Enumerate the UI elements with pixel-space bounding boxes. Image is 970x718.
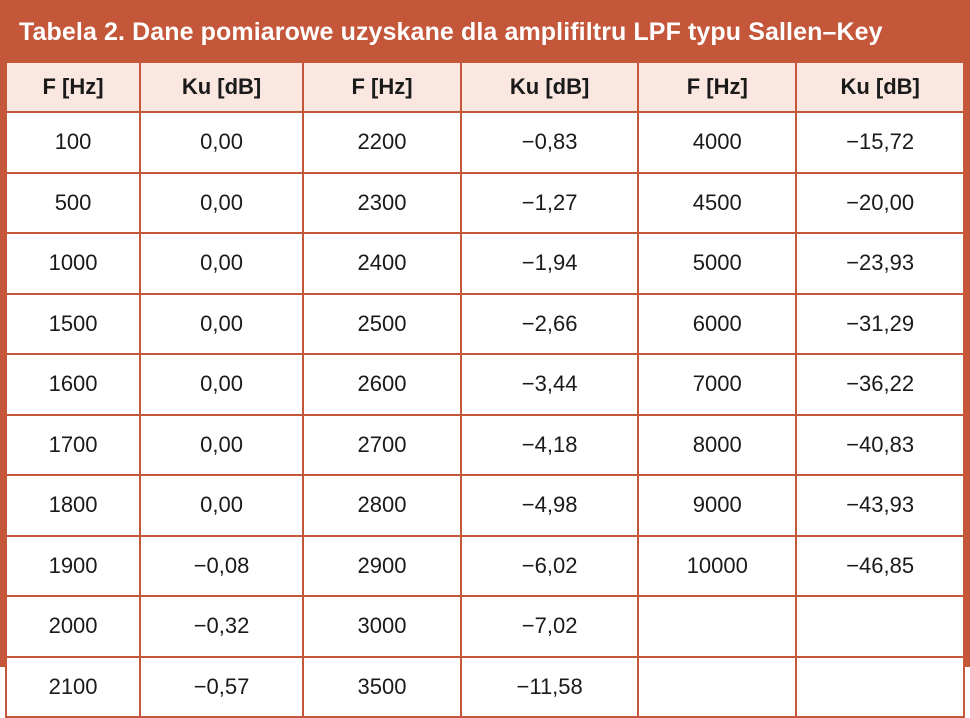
cell-f3-empty (638, 657, 796, 718)
cell-ku1: −0,32 (140, 596, 303, 657)
cell-ku2: −3,44 (461, 354, 638, 415)
table-row (6, 173, 964, 234)
cell-ku3: −20,00 (796, 173, 964, 234)
cell-f3: 6000 (638, 294, 796, 355)
cell-f1: 1700 (6, 415, 140, 476)
cell-ku1: 0,00 (140, 415, 303, 476)
table-row (6, 112, 964, 173)
table-body (6, 112, 964, 717)
table-header (6, 62, 964, 112)
cell-f1: 1900 (6, 536, 140, 597)
column-header-f3: F [Hz] (638, 62, 796, 112)
cell-f2: 2700 (303, 415, 461, 476)
cell-f2: 2300 (303, 173, 461, 234)
table-row (6, 596, 964, 657)
cell-f3: 9000 (638, 475, 796, 536)
column-header-f1: F [Hz] (6, 62, 140, 112)
cell-f3: 4500 (638, 173, 796, 234)
table-row (6, 536, 964, 597)
cell-f3: 4000 (638, 112, 796, 173)
cell-f1: 1800 (6, 475, 140, 536)
column-header-ku1: Ku [dB] (140, 62, 303, 112)
cell-ku1: −0,57 (140, 657, 303, 718)
table-row (6, 657, 964, 718)
cell-ku2: −11,58 (461, 657, 638, 718)
cell-ku3: −15,72 (796, 112, 964, 173)
cell-f2: 3500 (303, 657, 461, 718)
column-header-f2: F [Hz] (303, 62, 461, 112)
cell-ku3: −23,93 (796, 233, 964, 294)
cell-ku1: −0,08 (140, 536, 303, 597)
table-row (6, 475, 964, 536)
cell-ku2: −7,02 (461, 596, 638, 657)
measurement-data-table (5, 5, 965, 718)
cell-ku1: 0,00 (140, 354, 303, 415)
cell-ku3: −36,22 (796, 354, 964, 415)
cell-ku2: −2,66 (461, 294, 638, 355)
cell-ku3: −40,83 (796, 415, 964, 476)
cell-f2: 2500 (303, 294, 461, 355)
cell-f3: 8000 (638, 415, 796, 476)
cell-f2: 2900 (303, 536, 461, 597)
cell-f1: 1000 (6, 233, 140, 294)
cell-f1: 1600 (6, 354, 140, 415)
cell-ku3: −31,29 (796, 294, 964, 355)
cell-f1: 2100 (6, 657, 140, 718)
column-header-ku2: Ku [dB] (461, 62, 638, 112)
table-header-row (6, 62, 964, 112)
cell-f3: 7000 (638, 354, 796, 415)
table-row (6, 233, 964, 294)
table-row (6, 354, 964, 415)
cell-ku2: −0,83 (461, 112, 638, 173)
column-header-ku3: Ku [dB] (796, 62, 964, 112)
cell-ku3: −46,85 (796, 536, 964, 597)
cell-ku2: −6,02 (461, 536, 638, 597)
cell-ku3-empty (796, 596, 964, 657)
cell-f2: 2400 (303, 233, 461, 294)
cell-f3: 10000 (638, 536, 796, 597)
cell-f1: 500 (6, 173, 140, 234)
table-row (6, 415, 964, 476)
cell-ku2: −1,94 (461, 233, 638, 294)
cell-ku1: 0,00 (140, 233, 303, 294)
cell-f1: 1500 (6, 294, 140, 355)
cell-f2: 2800 (303, 475, 461, 536)
cell-f1: 2000 (6, 596, 140, 657)
cell-ku3: −43,93 (796, 475, 964, 536)
cell-f3: 5000 (638, 233, 796, 294)
cell-ku1: 0,00 (140, 173, 303, 234)
table-row (6, 294, 964, 355)
table-caption: Tabela 2. Dane pomiarowe uzyskane dla amplifiltru LPF typu Sallen–Key (5, 5, 965, 61)
cell-ku3-empty (796, 657, 964, 718)
cell-ku1: 0,00 (140, 112, 303, 173)
cell-ku1: 0,00 (140, 294, 303, 355)
cell-ku2: −4,18 (461, 415, 638, 476)
cell-f2: 3000 (303, 596, 461, 657)
cell-ku2: −1,27 (461, 173, 638, 234)
cell-f3-empty (638, 596, 796, 657)
cell-ku2: −4,98 (461, 475, 638, 536)
cell-f2: 2600 (303, 354, 461, 415)
cell-ku1: 0,00 (140, 475, 303, 536)
cell-f2: 2200 (303, 112, 461, 173)
cell-f1: 100 (6, 112, 140, 173)
